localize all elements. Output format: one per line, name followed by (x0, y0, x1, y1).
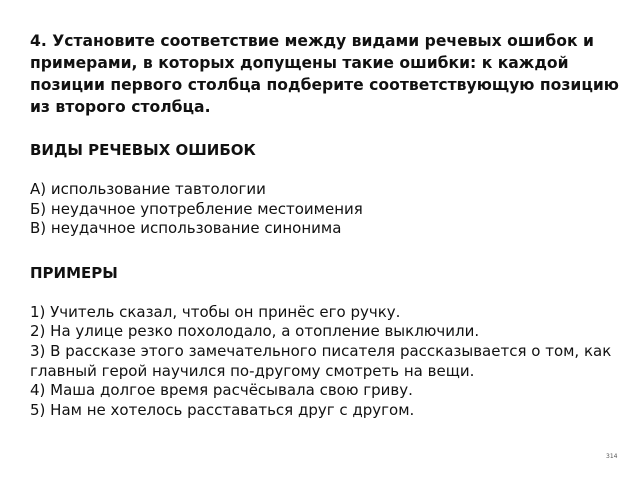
type-item-a: А) использование тавтологии (30, 180, 266, 198)
slide-content (30, 30, 630, 420)
example-item-2: 2) На улице резко похолодало, а отопление выключили. (30, 322, 480, 341)
task-instruction: 4. Установите соответствие между видами речевых ошибок и примерами, в которых допущены такие ошибки: к каждой позиции первого столбца подберите соответствующую позицию из второго столбца. (30, 32, 619, 116)
types-heading: ВИДЫ РЕЧЕВЫХ ОШИБОК (30, 141, 256, 159)
examples-list (30, 303, 630, 421)
examples-heading: ПРИМЕРЫ (30, 263, 118, 282)
type-item-v: В) неудачное использование синонима (30, 219, 342, 238)
example-item-4: 4) Маша долгое время расчёсывала свою гриву. (30, 381, 413, 400)
example-item-1: 1) Учитель сказал, чтобы он принёс его ручку. (30, 302, 401, 321)
example-item-3: 3) В рассказе этого замечательного писателя рассказывается о том, как главный герой научился по-другому смотреть на вещи. (30, 341, 612, 380)
example-item-5: 5) Нам не хотелось расставаться друг с другом. (30, 400, 415, 419)
types-list (30, 180, 630, 239)
page-number: 314 (606, 453, 618, 460)
type-item-b: Б) неудачное употребление местоимения (30, 199, 363, 218)
